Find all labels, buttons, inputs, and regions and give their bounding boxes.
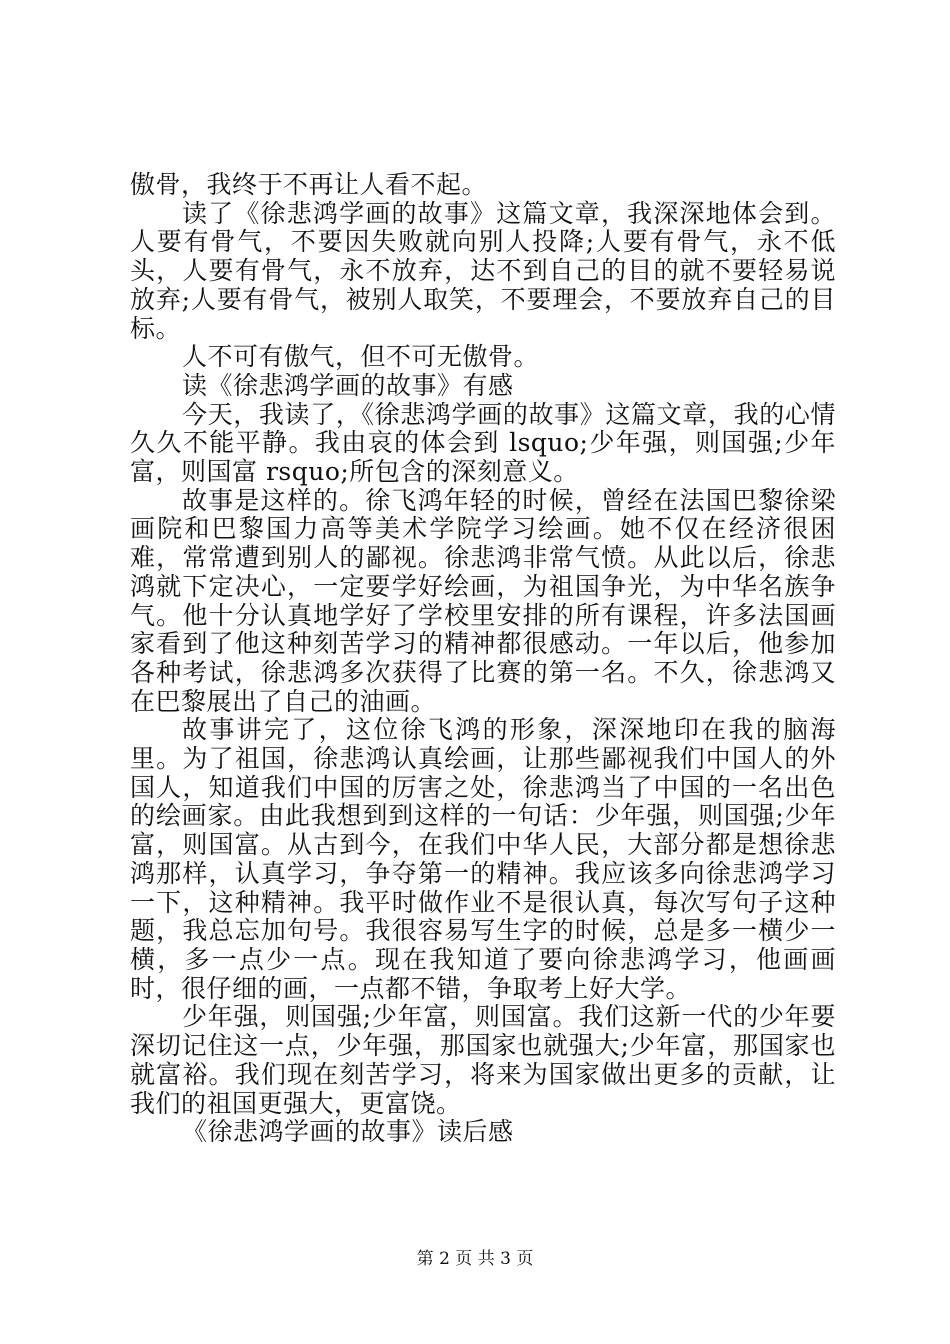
paragraph: 故事讲完了，这位徐飞鸿的形象，深深地印在我的脑海里。为了祖国，徐悲鸿认真绘画，让那些鄙视我们中国人的外国人，知道我们中国的厉害之处，徐悲鸿当了中国的一名出色的绘画家。由此我想到到这样的一句话：少年强，则国强;少年富，则国富。从古到今，在我们中华人民，大部分都是想徐悲鸿那样，认真学习，争夺第一的精神。我应该多向徐悲鸿学习一下，这种精神。我平时做作业不是很认真，每次写句子这种题，我总忘加句号。我很容易写生字的时候，总是多一横少一横，多一点少一点。现在我知道了要向徐悲鸿学习，他画画时，很仔细的画，一点都不错，争取考上好大学。 [130,715,836,1003]
paragraph: 少年强，则国强;少年富，则国富。我们这新一代的少年要深切记住这一点，少年强，那国家也就强大;少年富，那国家也就富裕。我们现在刻苦学习，将来为国家做出更多的贡献，让我们的祖国更强大，更富饶。 [130,1002,836,1118]
section-heading: 《徐悲鸿学画的故事》读后感 [182,1117,514,1147]
section-heading: 读《徐悲鸿学画的故事》有感 [182,370,514,400]
paragraph: 读了《徐悲鸿学画的故事》这篇文章，我深深地体会到。人要有骨气，不要因失败就向别人投降;人要有骨气，永不低头，人要有骨气，永不放弃，达不到自己的目的就不要轻易说放弃;人要有骨气，被别人取笑，不要理会，不要放弃自己的目标。 [130,198,836,343]
document-body [130,171,836,1147]
page-number-footer: 第 2 页 共 3 页 [416,1249,534,1269]
paragraph: 傲骨，我终于不再让人看不起。 [130,170,488,199]
paragraph: 今天，我读了，《徐悲鸿学画的故事》这篇文章，我的心情久久不能平静。我由哀的体会到 lsquo;少年强，则国强;少年富，则国富 rsquo;所包含的深刻意义。 [130,399,836,487]
paragraph: 人不可有傲气，但不可无傲骨。 [182,342,540,372]
paragraph: 故事是这样的。徐飞鸿年轻的时候，曾经在法国巴黎徐梁画院和巴黎国力高等美术学院学习绘画。她不仅在经济很困难，常常遭到别人的鄙视。徐悲鸿非常气愤。从此以后，徐悲鸿就下定决心，一定要学好绘画，为祖国争光，为中华名族争气。他十分认真地学好了学校里安排的所有课程，许多法国画家看到了他这种刻苦学习的精神都很感动。一年以后，他参加各种考试，徐悲鸿多次获得了比赛的第一名。不久，徐悲鸿又在巴黎展出了自己的油画。 [130,485,836,716]
